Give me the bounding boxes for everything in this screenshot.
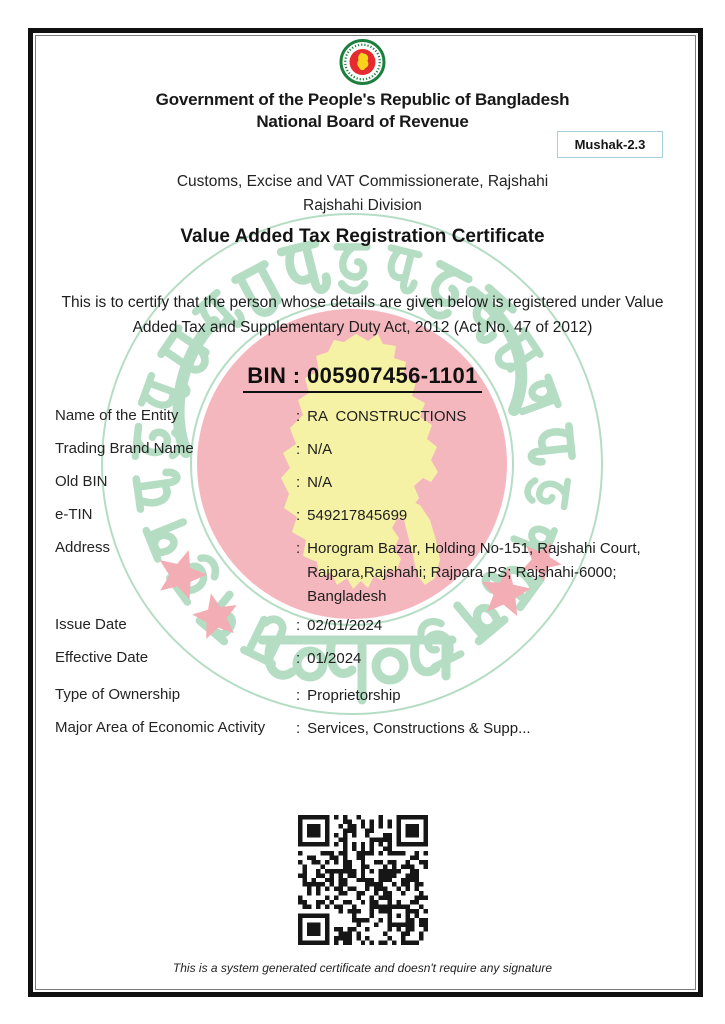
office-division: Rajshahi Division — [303, 197, 422, 214]
field-row-etin — [55, 504, 688, 528]
gov-title-line2: National Board of Revenue — [256, 112, 469, 131]
field-value: 01/2024 — [307, 650, 362, 667]
separator: : — [296, 687, 301, 704]
field-label: e-TIN — [55, 506, 93, 523]
bin-number-text: BIN : 005907456-1101 — [243, 363, 482, 393]
certificate-title: Value Added Tax Registration Certificate — [180, 226, 545, 247]
field-value: N/A — [307, 474, 333, 491]
field-row-ownership-type — [55, 684, 688, 708]
field-value: Services, Constructions & Supp... — [307, 720, 531, 737]
field-row-economic-activity — [55, 717, 688, 741]
field-label: Old BIN — [55, 473, 108, 490]
separator: : — [296, 474, 301, 491]
separator: : — [296, 720, 301, 737]
form-code-badge: Mushak-2.3 — [557, 131, 663, 158]
separator: : — [296, 540, 301, 557]
registration-fields — [37, 405, 688, 741]
field-row-effective-date — [55, 647, 688, 671]
field-label: Issue Date — [55, 616, 127, 633]
separator: : — [296, 408, 301, 425]
field-label: Name of the Entity — [55, 407, 179, 424]
certification-statement: This is to certify that the person whose details are given below is registered under Value Added Tax and Supplementary Duty Act, 2012 (Act No. 47 of 2012) — [61, 294, 664, 336]
field-row-trading-brand — [55, 438, 688, 462]
office-name: Customs, Excise and VAT Commissionerate, Rajshahi — [176, 173, 549, 190]
field-value: 02/01/2024 — [307, 617, 383, 634]
office-name-block — [37, 170, 688, 218]
field-value: N/A — [307, 441, 333, 458]
field-label: Major Area of Economic Activity — [55, 719, 266, 736]
qr-code-image — [298, 815, 428, 945]
field-label: Trading Brand Name — [55, 440, 194, 457]
separator: : — [296, 441, 301, 458]
bangladesh-govt-emblem-icon — [339, 38, 386, 86]
certificate-content — [37, 36, 688, 975]
field-value: 549217845699 — [307, 507, 408, 524]
separator: : — [296, 617, 301, 634]
system-generated-note: This is a system generated certificate and doesn't require any signature — [172, 961, 553, 975]
separator: : — [296, 507, 301, 524]
field-value: Proprietorship — [307, 687, 401, 704]
gov-title-line1: Government of the People's Republic of Bangladesh — [155, 90, 570, 109]
field-label: Address — [55, 539, 111, 556]
separator: : — [296, 650, 301, 667]
field-label: Effective Date — [55, 649, 149, 666]
field-value: Horogram Bazar, Holding No-151, Rajshahi Court, Rajpara,Rajshahi; Rajpara PS; Rajshahi-6000; Bangladesh — [307, 540, 645, 605]
bin-number — [37, 363, 688, 393]
field-row-address — [55, 537, 688, 609]
field-value: RA CONSTRUCTIONS — [307, 408, 467, 425]
field-label: Type of Ownership — [55, 686, 181, 703]
field-row-issue-date — [55, 614, 688, 638]
field-row-old-bin — [55, 471, 688, 495]
field-row-entity-name — [55, 405, 688, 429]
qr-code — [298, 815, 428, 945]
